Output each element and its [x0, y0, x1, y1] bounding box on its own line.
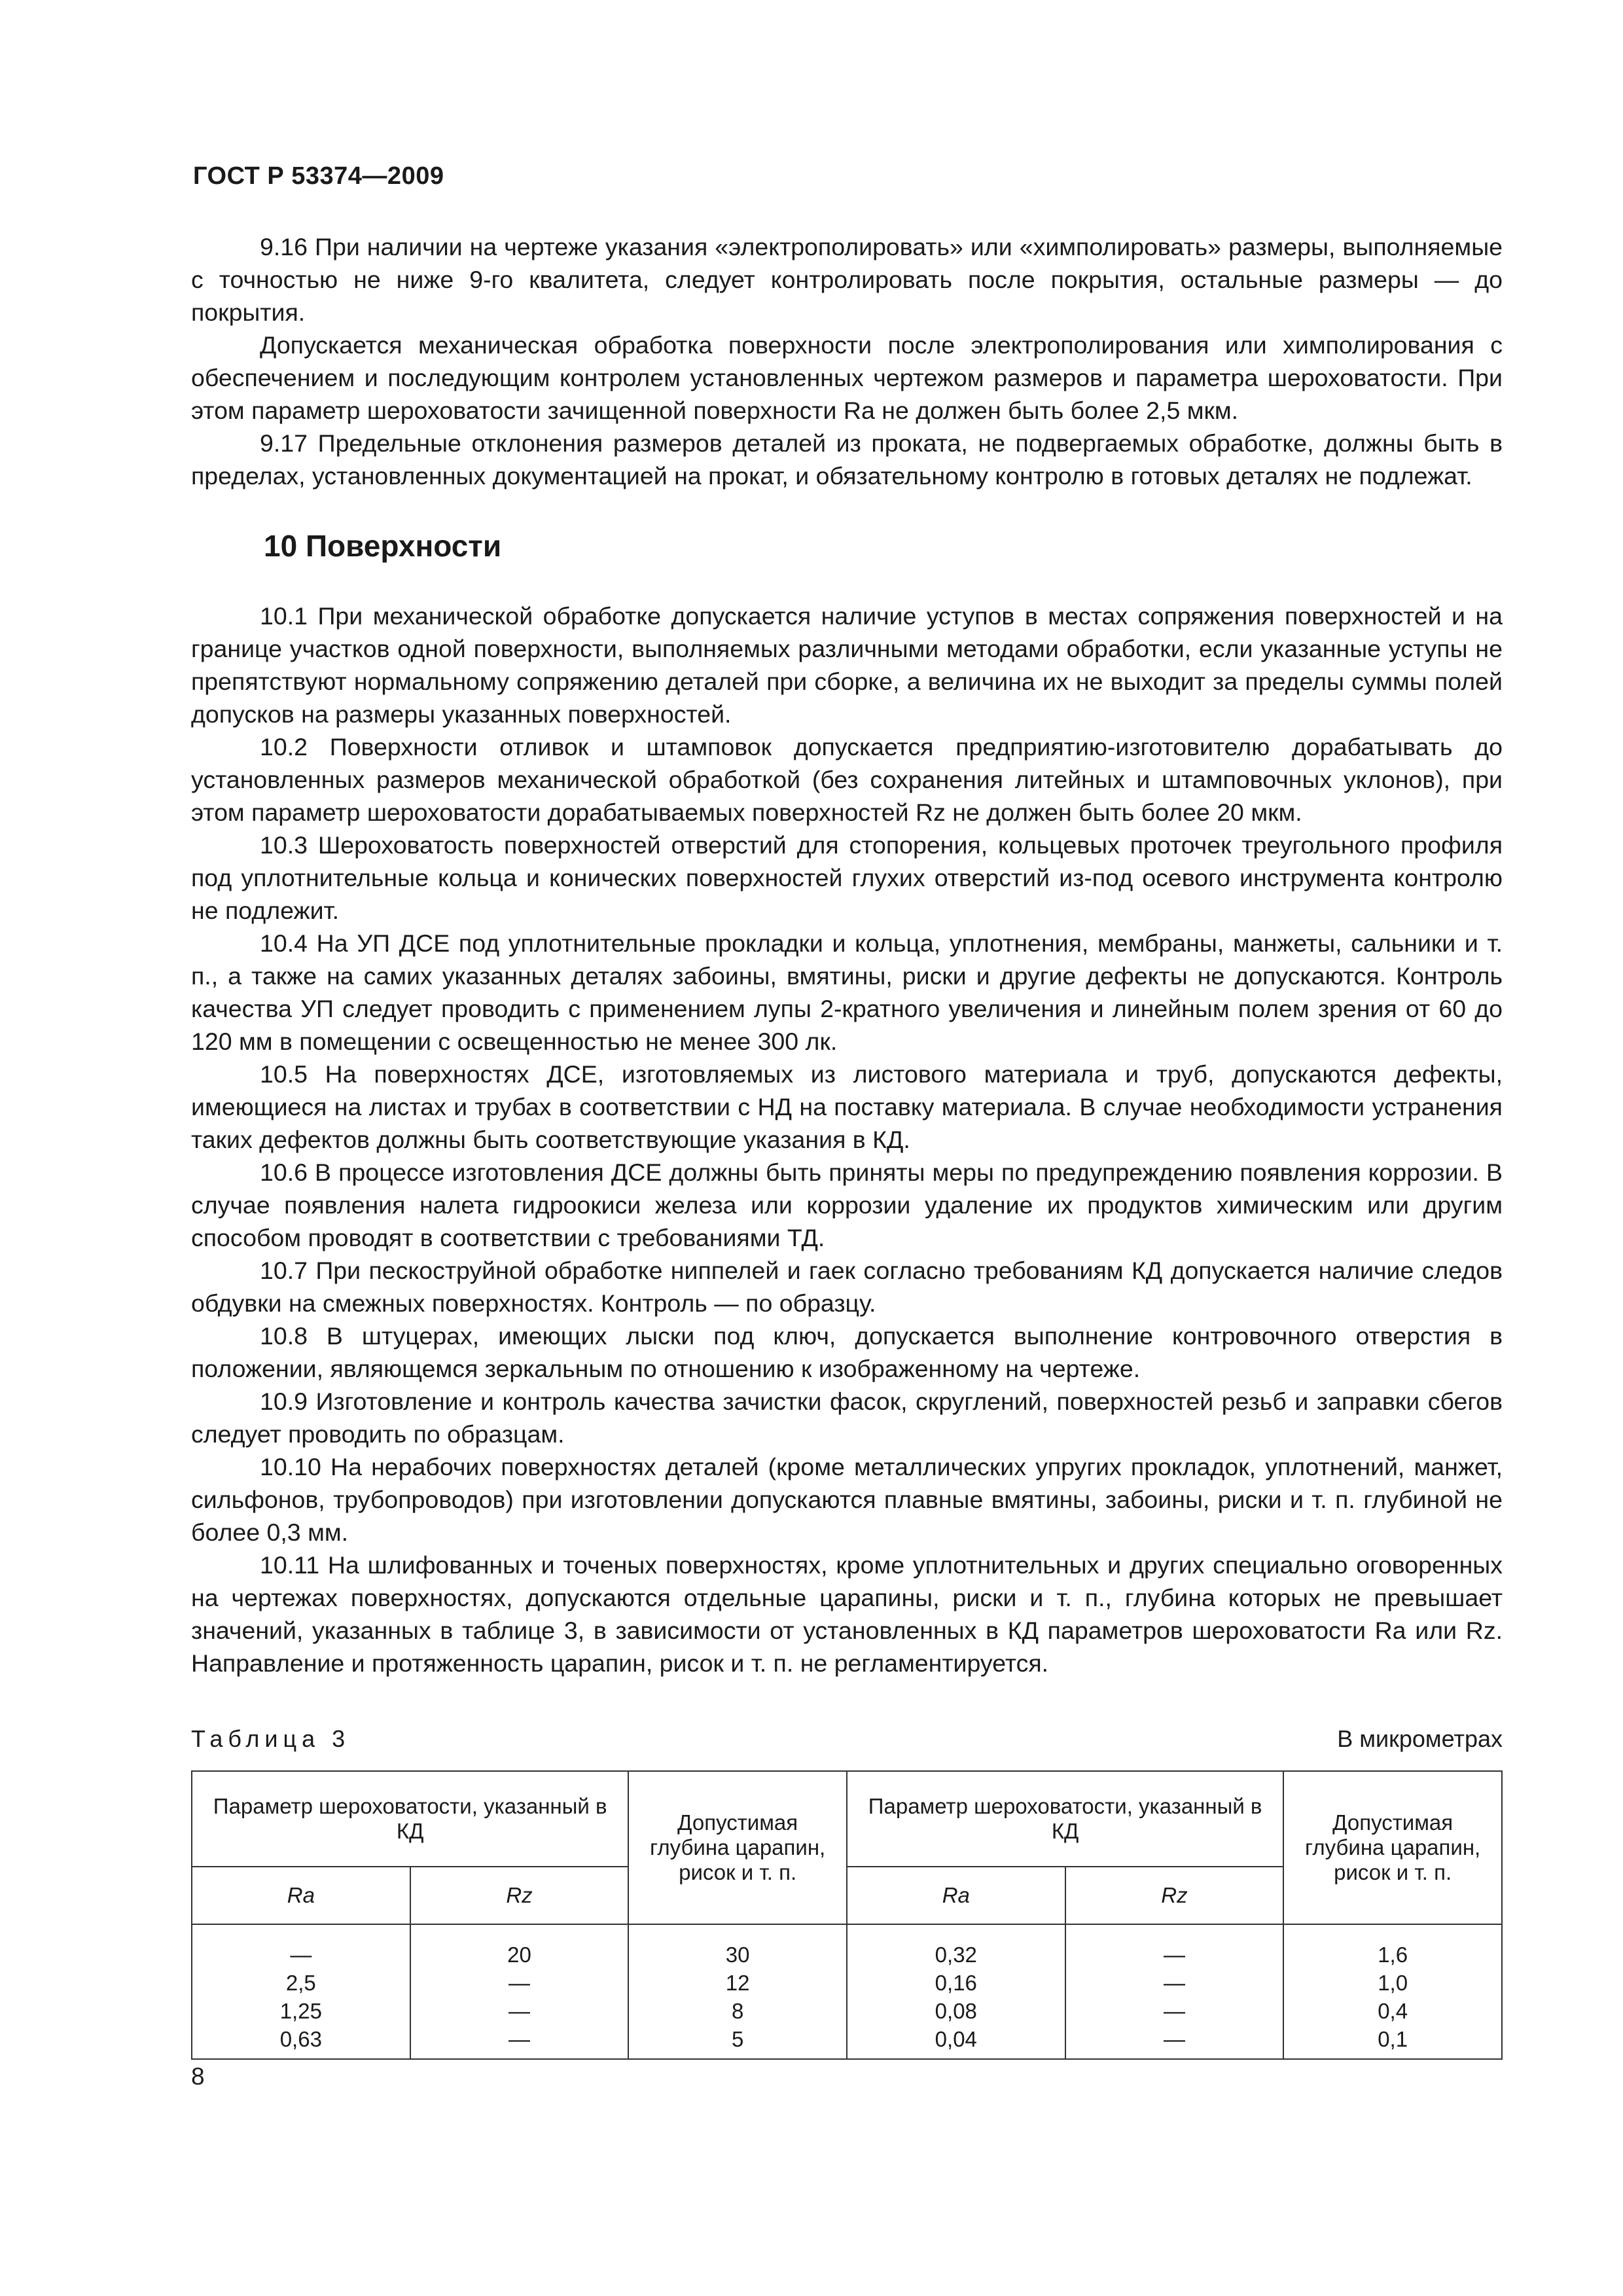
cell-depth-left: 8	[628, 1997, 847, 2025]
cell-ra-right: 0,08	[847, 1997, 1065, 2025]
document-body	[191, 230, 1503, 1679]
header-scratch-depth-left: Допустимая глубина царапин, рисок и т. п.	[628, 1771, 847, 1924]
header-roughness-param-left: Параметр шероховатости, указанный в КД	[192, 1771, 628, 1867]
cell-rz-left: —	[410, 1969, 629, 1997]
cell-depth-left: 5	[628, 2025, 847, 2059]
section-heading: 10 Поверхности	[264, 529, 502, 563]
paragraph-10-8: 10.8 В штуцерах, имеющих лыски под ключ, допускается выполнение контровочного отверстия в положении, являющемся зеркальным по отношению к изображенному на чертеже.	[191, 1322, 1503, 1382]
cell-rz-right: —	[1065, 1969, 1284, 1997]
paragraph-10-5: 10.5 На поверхностях ДСЕ, изготовляемых из листового материала и труб, допускаются дефекты, имеющиеся на листах и трубах в соответствии с НД на поставку материала. В случае необходимости устранения таких дефектов должны быть соответствующие указания в КД.	[191, 1060, 1503, 1153]
cell-ra-left: 1,25	[192, 1997, 410, 2025]
paragraph-10-7: 10.7 При пескоструйной обработке ниппелей и гаек согласно требованиям КД допускается наличие следов обдувки на смежных поверхностях. Контроль — по образцу.	[191, 1257, 1503, 1317]
cell-ra-right: 0,32	[847, 1924, 1065, 1969]
cell-ra-left: 2,5	[192, 1969, 410, 1997]
cell-depth-left: 12	[628, 1969, 847, 1997]
paragraph-10-2: 10.2 Поверхности отливок и штамповок допускается предприятию-изготовителю дорабатывать до установленных размеров механической обработкой (без сохранения литейных и штамповочных уклонов), при этом параметр шероховатости дорабатываемых поверхностей Rz не должен быть более 20 мкм.	[191, 733, 1503, 826]
paragraph-9-17: 9.17 Предельные отклонения размеров деталей из проката, не подвергаемых обработке, должны быть в пределах, установленных документацией на прокат, и обязательному контролю в готовых деталях не подлежат.	[191, 429, 1503, 490]
cell-rz-right: —	[1065, 1997, 1284, 2025]
header-ra-right: Ra	[847, 1867, 1065, 1924]
cell-depth-right: 0,1	[1283, 2025, 1502, 2059]
header-ra-left: Ra	[192, 1867, 410, 1924]
paragraph-9-16: 9.16 При наличии на чертеже указания «электрополировать» или «химполировать» размеры, выполняемые с точностью не ниже 9-го квалитета, следует контролировать после покрытия, остальные размеры — до покрытия.	[191, 233, 1503, 326]
page-number: 8	[191, 2063, 205, 2090]
cell-rz-left: —	[410, 1997, 629, 2025]
cell-rz-left: —	[410, 2025, 629, 2059]
cell-ra-right: 0,04	[847, 2025, 1065, 2059]
cell-rz-right: —	[1065, 1924, 1284, 1969]
cell-ra-right: 0,16	[847, 1969, 1065, 1997]
cell-rz-right: —	[1065, 2025, 1284, 2059]
document-header: ГОСТ Р 53374—2009	[193, 162, 444, 190]
cell-depth-right: 1,6	[1283, 1924, 1502, 1969]
cell-depth-right: 1,0	[1283, 1969, 1502, 1997]
paragraph-9-16-cont: Допускается механическая обработка поверхности после электрополирования или химполирования с обеспечением и последующим контролем установленных чертежом размеров и параметра шероховатости. При этом параметр шероховатости зачищенной поверхности Ra не должен быть более 2,5 мкм.	[191, 331, 1503, 424]
table-row	[192, 2025, 1502, 2059]
table-caption-row	[191, 1725, 1503, 1758]
cell-rz-left: 20	[410, 1924, 629, 1969]
paragraph-10-9: 10.9 Изготовление и контроль качества зачистки фасок, скруглений, поверхностей резьб и заправки сбегов следует проводить по образцам.	[191, 1388, 1503, 1448]
cell-ra-left: 0,63	[192, 2025, 410, 2059]
cell-ra-left: —	[192, 1924, 410, 1969]
roughness-table	[191, 1770, 1503, 2060]
header-roughness-param-right: Параметр шероховатости, указанный в КД	[847, 1771, 1283, 1867]
header-rz-right: Rz	[1065, 1867, 1284, 1924]
cell-depth-right: 0,4	[1283, 1997, 1502, 2025]
paragraph-10-4: 10.4 На УП ДСЕ под уплотнительные прокладки и кольца, уплотнения, мембраны, манжеты, сальники и т. п., а также на самих указанных деталях забоины, вмятины, риски и другие дефекты не допускаются. Контроль качества УП следует проводить с применением лупы 2-кратного увеличения и линейным полем зрения от 60 до 120 мм в помещении с освещенностью не менее 300 лк.	[191, 929, 1503, 1055]
paragraph-10-11: 10.11 На шлифованных и точеных поверхностях, кроме уплотнительных и других специально оговоренных на чертежах поверхностях, допускаются отдельные царапины, риски и т. п., глубина которых не превышает значений, указанных в таблице 3, в зависимости от установленных в КД параметров шероховатости Ra или Rz. Направление и протяженность царапин, рисок и т. п. не регламентируется.	[191, 1551, 1503, 1677]
table-row	[192, 1997, 1502, 2025]
table-units: В микрометрах	[1337, 1725, 1503, 1752]
header-rz-left: Rz	[410, 1867, 629, 1924]
table-row	[192, 1969, 1502, 1997]
table-row	[192, 1924, 1502, 1969]
paragraph-10-3: 10.3 Шероховатость поверхностей отверстий для стопорения, кольцевых проточек треугольного профиля под уплотнительные кольца и конических поверхностей глухих отверстий из-под осевого инструмента контролю не подлежит.	[191, 831, 1503, 924]
cell-depth-left: 30	[628, 1924, 847, 1969]
paragraph-10-6: 10.6 В процессе изготовления ДСЕ должны быть приняты меры по предупреждению появления коррозии. В случае появления налета гидроокиси железа или коррозии удаление их продуктов химическим или другим способом проводят в соответствии с требованиями ТД.	[191, 1158, 1503, 1251]
table-label: Таблица 3	[191, 1725, 351, 1752]
header-scratch-depth-right: Допустимая глубина царапин, рисок и т. п.	[1283, 1771, 1502, 1924]
paragraph-10-1: 10.1 При механической обработке допускается наличие уступов в местах сопряжения поверхностей и на границе участков одной поверхности, выполняемых различными методами обработки, если указанные уступы не препятствуют нормальному сопряжению деталей при сборке, а величина их не выходит за пределы суммы полей допусков на размеры указанных поверхностей.	[191, 602, 1503, 728]
paragraph-10-10: 10.10 На нерабочих поверхностях деталей (кроме металлических упругих прокладок, уплотнений, манжет, сильфонов, трубопроводов) при изготовлении допускаются плавные вмятины, забоины, риски и т. п. глубиной не более 0,3 мм.	[191, 1453, 1503, 1546]
